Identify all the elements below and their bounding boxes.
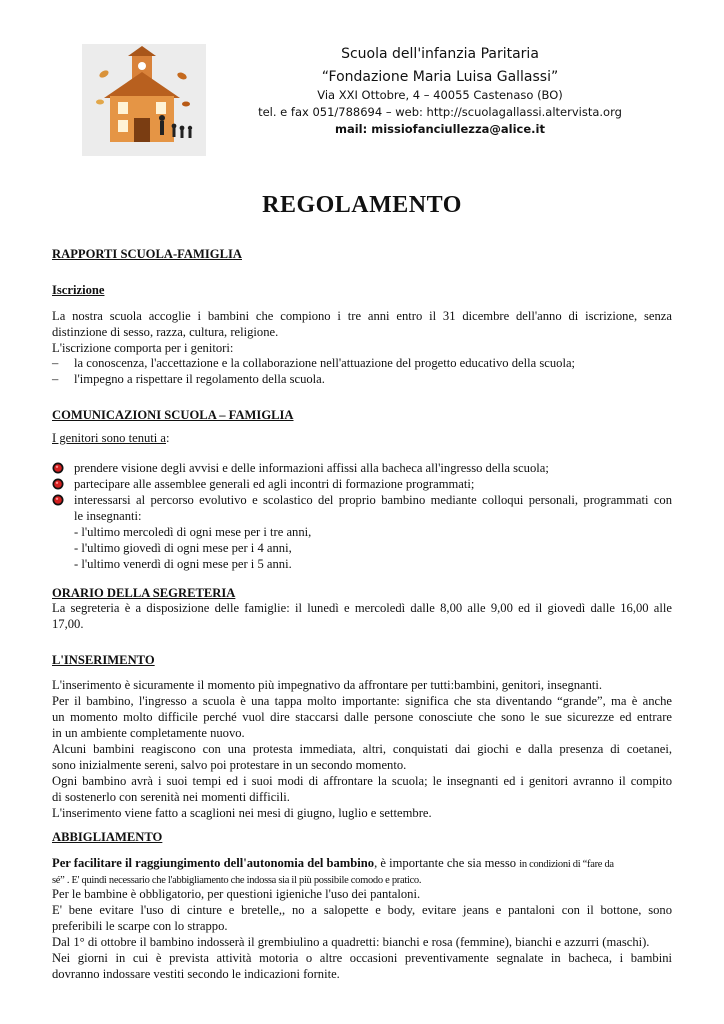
dash-marker: – <box>52 372 59 386</box>
school-name: Scuola dell'infanzia Paritaria <box>341 46 539 62</box>
paragraph-line: Per le bambine è obbligatorio, per questioni igieniche l'uso dei pantaloni. <box>52 887 421 901</box>
condensed-text: in condizioni di “fare da <box>519 859 614 870</box>
section-heading-rapporti: RAPPORTI SCUOLA-FAMIGLIA <box>52 247 242 261</box>
section-heading-orario: ORARIO DELLA SEGRETERIA <box>52 586 236 600</box>
paragraph-line: Per il bambino, l'ingresso a scuola è una tappa molto importante: significa che sta diventando “grande”, ma è anche <box>52 694 672 708</box>
foundation-name: “Fondazione Maria Luisa Gallassi” <box>321 69 559 85</box>
intro-colon: : <box>166 431 170 445</box>
paragraph-line: sono inizialmente sereni, salvo poi protestare in un secondo momento. <box>52 758 407 772</box>
list-item: interessarsi al percorso evolutivo e scolastico del proprio bambino mediante colloqui personali, programmati con <box>74 493 672 507</box>
school-contacts: tel. e fax 051/788694 – web: http://scuolagallassi.altervista.org <box>258 105 622 119</box>
paragraph-line: Ogni bambino avrà i suoi tempi ed i suoi modi di affrontare la scuola; le insegnanti ed i genitori avranno il compito <box>52 774 672 788</box>
school-address: Via XXI Ottobre, 4 – 40055 Castenaso (BO) <box>317 88 563 102</box>
paragraph-line: L'inserimento è sicuramente il momento più impegnativo da affrontare per tutti:bambini, genitori, insegnanti. <box>52 678 603 692</box>
school-mail: mail: missiofanciullezza@alice.it <box>335 122 545 136</box>
condensed-text: sé” . E' quindi necessario che l'abbigliamento che indossa sia il più possibile comodo e pratico. <box>52 875 422 886</box>
paragraph-line: in un ambiente completamente nuovo. <box>52 726 245 740</box>
dash-marker: – <box>52 356 59 370</box>
intro-underlined: I genitori sono tenuti a <box>52 431 167 445</box>
page-title: REGOLAMENTO <box>262 192 462 218</box>
paragraph-line: di sostenerlo con serenità nei momenti difficili. <box>52 790 290 804</box>
lead-rest: , è importante che sia messo <box>374 856 520 870</box>
intro-line <box>52 430 672 446</box>
paragraph-line: Alcuni bambini reagiscono con una protesta immediata, altri, conquistati dai giochi e dalla presenza di coetanei, <box>52 742 672 756</box>
paragraph-line: L'inserimento viene fatto a scaglioni nei mesi di giugno, luglio e settembre. <box>52 806 432 820</box>
sub-item: - l'ultimo mercoledì di ogni mese per i tre anni, <box>74 525 312 539</box>
bold-lead: Per facilitare il raggiungimento dell'autonomia del bambino <box>52 856 375 870</box>
paragraph-line: Dal 1° di ottobre il bambino indosserà il grembiulino a quadretti: bianchi e rosa (femmine), bianchi e azzurri (maschi). <box>52 935 650 949</box>
sub-item: - l'ultimo venerdì di ogni mese per i 5 anni. <box>74 557 292 571</box>
paragraph-line: un momento molto difficile perché vuol dire staccarsi dalle persone conosciute che sono le sue sicurezze ed entrare <box>52 710 672 724</box>
subheading-iscrizione: Iscrizione <box>52 283 105 297</box>
list-item: partecipare alle assemblee generali ed agli incontri di formazione programmati; <box>74 477 475 491</box>
paragraph-line: 17,00. <box>52 617 84 631</box>
list-item: prendere visione degli avvisi e delle informazioni affissi alla bacheca all'ingresso della scuola; <box>74 461 549 475</box>
school-logo <box>82 44 206 156</box>
paragraph-line: distinzione di sesso, razza, cultura, religione. <box>52 325 279 339</box>
dash-item: l'impegno a rispettare il regolamento della scuola. <box>74 372 325 386</box>
section-heading-inserimento: L'INSERIMENTO <box>52 653 155 667</box>
bullet-icon <box>52 494 64 506</box>
paragraph-line: preferibili le scarpe con lo strappo. <box>52 919 228 933</box>
paragraph-line: Nei giorni in cui è prevista attività motoria o altre occasioni preventivamente segnalate in bacheca, i bambini <box>52 951 672 965</box>
list-item-continued: le insegnanti: <box>74 509 142 523</box>
section-heading-comunicazioni: COMUNICAZIONI SCUOLA – FAMIGLIA <box>52 408 294 422</box>
school-house-illustration <box>82 44 206 156</box>
paragraph-line: La nostra scuola accoglie i bambini che compiono i tre anni entro il 31 dicembre dell'anno di iscrizione, senza <box>52 309 672 323</box>
bullet-icon <box>52 478 64 490</box>
dash-item: la conoscenza, l'accettazione e la collaborazione nell'attuazione del progetto educativo della scuola; <box>74 356 576 370</box>
section-heading-abbigliamento: ABBIGLIAMENTO <box>52 830 163 844</box>
sub-item: - l'ultimo giovedì di ogni mese per i 4 anni, <box>74 541 292 555</box>
bullet-icon <box>52 462 64 474</box>
paragraph-line: L'iscrizione comporta per i genitori: <box>52 341 234 355</box>
paragraph-line: dovranno indossare vestiti secondo le indicazioni fornite. <box>52 967 340 981</box>
paragraph-line: La segreteria è a disposizione delle famiglie: il lunedì e mercoledì dalle 8,00 alle 9,00 ed il giovedì dalle 16,00 alle <box>52 601 672 615</box>
paragraph-line: E' bene evitare l'uso di cinture e bretelle,, no a salopette e body, evitare jeans e pantaloni con il bottone, sono <box>52 903 672 917</box>
